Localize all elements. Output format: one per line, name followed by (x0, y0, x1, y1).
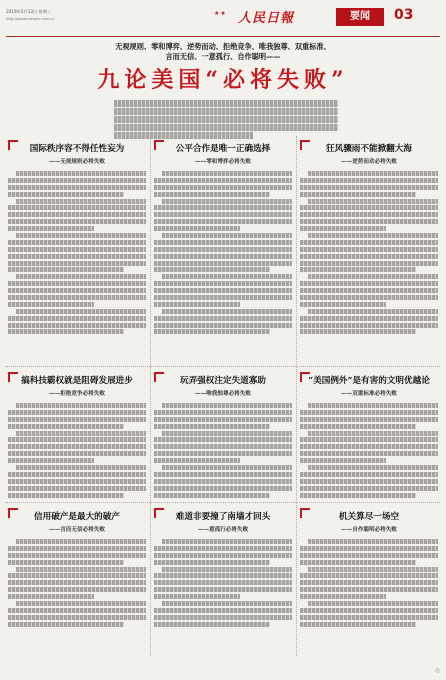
article-subtitle: ——自作聪明必将失败 (341, 527, 397, 533)
article-9[interactable] (300, 508, 438, 629)
text-line (16, 601, 146, 606)
text-line (154, 247, 292, 252)
text-line (162, 403, 292, 408)
text-line (154, 295, 292, 300)
page-number: 03 (394, 7, 414, 23)
text-line (8, 580, 146, 585)
text-line (16, 233, 146, 238)
text-line (300, 580, 438, 585)
row-divider (6, 366, 440, 367)
text-line (8, 486, 146, 491)
text-line (154, 608, 292, 613)
text-line (8, 185, 146, 190)
text-line (154, 288, 292, 293)
text-line (300, 458, 386, 463)
text-line (300, 185, 438, 190)
text-line (308, 403, 438, 408)
text-line (8, 594, 94, 599)
paper-url[interactable]: http://paper.people.com.cn (6, 17, 55, 21)
article-subtitle: ——拒绝竞争必将失败 (49, 391, 105, 397)
text-line (8, 247, 146, 252)
text-line (162, 199, 292, 204)
text-line (8, 479, 146, 484)
text-line (162, 567, 292, 572)
text-line (8, 323, 146, 328)
text-line (114, 116, 338, 123)
text-line (8, 254, 146, 259)
text-line (300, 219, 438, 224)
text-line (154, 316, 292, 321)
article-4[interactable] (8, 372, 146, 499)
article-subtitle: ——意孤行必将失败 (197, 527, 249, 533)
text-line (154, 192, 270, 197)
text-line (300, 178, 438, 183)
text-line (8, 615, 146, 620)
text-line (300, 288, 438, 293)
text-line (300, 316, 438, 321)
text-line (300, 479, 438, 484)
text-line (154, 281, 292, 286)
text-line (300, 493, 416, 498)
text-line (8, 444, 146, 449)
text-line (300, 622, 416, 627)
text-line (16, 431, 146, 436)
text-line (154, 587, 292, 592)
text-line (8, 573, 146, 578)
text-line (300, 205, 438, 210)
text-line (8, 316, 146, 321)
text-line (154, 472, 292, 477)
text-line (8, 281, 146, 286)
paper-logo: 人民日報 (238, 11, 295, 26)
text-line (300, 444, 438, 449)
text-line (162, 465, 292, 470)
text-line (8, 302, 94, 307)
text-line (114, 124, 338, 131)
text-line (154, 580, 292, 585)
article-1[interactable] (8, 140, 146, 336)
text-line (300, 553, 438, 558)
corner-mark-icon (8, 372, 18, 382)
corner-mark-icon (154, 372, 164, 382)
row-divider (6, 502, 440, 503)
text-line (8, 226, 94, 231)
text-line (300, 247, 438, 252)
text-line (154, 323, 292, 328)
text-line (16, 465, 146, 470)
text-line (114, 100, 338, 107)
text-line (300, 546, 438, 551)
corner-mark-icon (300, 140, 310, 150)
text-line (16, 199, 146, 204)
corner-mark-icon (300, 508, 310, 518)
text-line (8, 267, 124, 272)
main-headline: 九论美国“必将失败” (97, 67, 349, 93)
column-divider (296, 136, 297, 656)
text-line (308, 309, 438, 314)
article-6[interactable] (300, 372, 438, 499)
text-line (300, 410, 438, 415)
text-line (154, 479, 292, 484)
text-line (162, 171, 292, 176)
text-line (16, 567, 146, 572)
text-line (300, 329, 416, 334)
text-line (154, 329, 270, 334)
text-line (308, 171, 438, 176)
text-line (154, 424, 270, 429)
text-line (300, 323, 438, 328)
text-line (154, 486, 292, 491)
text-line (16, 403, 146, 408)
corner-mark-icon (300, 372, 310, 382)
text-line (308, 199, 438, 204)
text-line (300, 261, 438, 266)
text-line (8, 608, 146, 613)
text-line (8, 212, 146, 217)
article-subtitle: ——逆势而动必将失败 (341, 159, 397, 165)
text-line (154, 302, 240, 307)
text-line (308, 539, 438, 544)
text-line (8, 261, 146, 266)
text-line (300, 560, 416, 565)
masthead (6, 6, 440, 37)
column-divider (150, 136, 151, 656)
text-line (16, 539, 146, 544)
text-line (154, 417, 292, 422)
article-title: 狂风骤雨不能掀翻大海 (326, 144, 412, 154)
text-line (300, 417, 438, 422)
lead-paragraph (114, 100, 338, 140)
text-line (300, 472, 438, 477)
text-line (162, 431, 292, 436)
text-line (300, 437, 438, 442)
text-line (300, 240, 438, 245)
corner-mark-icon (154, 140, 164, 150)
text-line (8, 546, 146, 551)
article-title: “美国例外”是有害的文明优越论 (308, 376, 430, 386)
text-line (154, 553, 292, 558)
text-line (300, 573, 438, 578)
text-line (154, 212, 292, 217)
text-line (8, 288, 146, 293)
text-line (300, 192, 416, 197)
corner-mark-icon (154, 508, 164, 518)
text-line (154, 267, 270, 272)
text-line (154, 622, 270, 627)
text-line (154, 240, 292, 245)
text-line (8, 622, 124, 627)
text-line (308, 567, 438, 572)
text-line (8, 472, 146, 477)
article-subtitle: ——双重标准必将失败 (341, 391, 397, 397)
corner-mark-icon (8, 508, 18, 518)
text-line (300, 608, 438, 613)
text-line (300, 615, 438, 620)
text-line (300, 451, 438, 456)
text-line (154, 185, 292, 190)
article-subtitle: ——零和博弈必将失败 (195, 159, 251, 165)
text-line (8, 240, 146, 245)
text-line (8, 451, 146, 456)
text-line (300, 594, 386, 599)
text-line (154, 410, 292, 415)
text-line (162, 233, 292, 238)
text-line (8, 493, 124, 498)
text-line (154, 594, 240, 599)
text-line (114, 108, 338, 115)
text-line (300, 486, 438, 491)
text-line (162, 309, 292, 314)
text-line (162, 539, 292, 544)
text-line (8, 424, 124, 429)
text-line (8, 192, 124, 197)
kicker-line-1: 无视规则、零和博弈、逆势而动、拒绝竞争、唯我独尊、双重标准、 (115, 42, 331, 51)
text-line (8, 458, 94, 463)
text-line (300, 281, 438, 286)
text-line (8, 295, 146, 300)
text-line (300, 212, 438, 217)
text-line (154, 451, 292, 456)
text-line (162, 274, 292, 279)
article-subtitle: ——言而无信必将失败 (49, 527, 105, 533)
article-subtitle: ——唯我独尊必将失败 (195, 391, 251, 397)
text-line (154, 219, 292, 224)
text-line (308, 274, 438, 279)
text-line (154, 437, 292, 442)
text-line (154, 573, 292, 578)
text-line (300, 302, 386, 307)
text-line (154, 560, 270, 565)
text-line (16, 274, 146, 279)
text-line (300, 424, 416, 429)
text-line (154, 178, 292, 183)
star-ornament-icon: ★★ (214, 10, 227, 17)
text-line (8, 437, 146, 442)
text-line (8, 417, 146, 422)
article-2[interactable] (154, 140, 292, 336)
issue-date: 2019年5月13日 星期三 (6, 9, 52, 14)
text-line (8, 178, 146, 183)
article-title: 机关算尽一场空 (338, 512, 400, 522)
article-title: 信用破产是最大的破产 (34, 512, 120, 522)
text-line (154, 444, 292, 449)
text-line (16, 171, 146, 176)
text-line (162, 601, 292, 606)
text-line (8, 560, 124, 565)
text-line (8, 329, 124, 334)
article-title: 国际秩序容不得任性妄为 (29, 144, 125, 154)
watermark: ◎ (434, 667, 440, 674)
text-line (8, 205, 146, 210)
text-line (154, 261, 292, 266)
text-line (154, 226, 240, 231)
text-line (300, 254, 438, 259)
text-line (154, 615, 292, 620)
text-line (308, 233, 438, 238)
text-line (308, 465, 438, 470)
corner-mark-icon (8, 140, 18, 150)
text-line (300, 226, 386, 231)
kicker-line-2: 言而无信、一意孤行、自作聪明—— (165, 52, 281, 61)
article-8[interactable] (154, 508, 292, 629)
text-line (308, 601, 438, 606)
text-line (16, 309, 146, 314)
text-line (308, 431, 438, 436)
text-line (8, 410, 146, 415)
article-title: 难道非要撞了南墙才回头 (175, 512, 271, 522)
text-line (154, 546, 292, 551)
article-subtitle: ——无视规则必将失败 (49, 159, 105, 165)
text-line (154, 493, 270, 498)
article-title: 公平合作是唯一正确选择 (175, 144, 271, 154)
text-line (154, 205, 292, 210)
text-line (154, 458, 240, 463)
article-7[interactable] (8, 508, 146, 629)
text-line (154, 254, 292, 259)
text-line (300, 587, 438, 592)
text-line (114, 132, 253, 139)
text-line (300, 295, 438, 300)
article-title: 搞科技霸权就是阻碍发展进步 (21, 376, 133, 386)
article-title: 玩弄强权注定失道寡助 (180, 376, 266, 386)
text-line (8, 553, 146, 558)
article-5[interactable] (154, 372, 292, 499)
section-badge: 要闻 (336, 8, 384, 26)
text-line (8, 587, 146, 592)
text-line (8, 219, 146, 224)
text-line (300, 267, 416, 272)
article-3[interactable] (300, 140, 438, 336)
